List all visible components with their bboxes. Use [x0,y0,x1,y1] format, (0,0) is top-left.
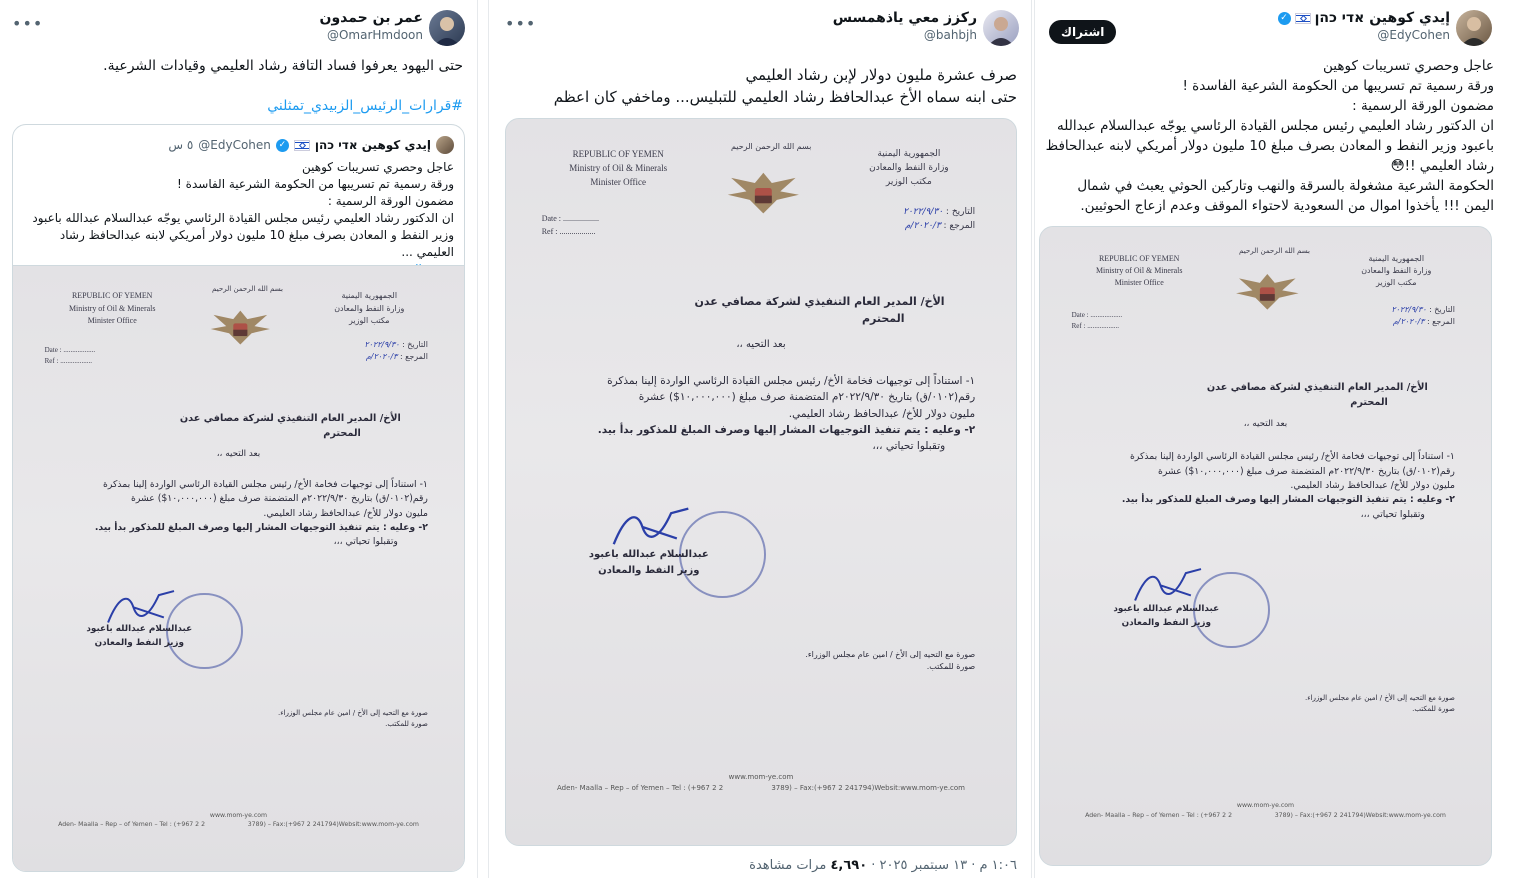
document-date-ref: Date : .................. Ref : .................. [44,345,96,365]
doc-text: المرجع [949,221,976,232]
avatar[interactable] [1456,10,1492,46]
doc-text: التاريخ [407,339,428,349]
doc-text: REPUBLIC OF YEMEN [572,149,664,160]
doc-text: Ref [44,356,55,365]
doc-text: ٢- وعليه : يتم تنفيذ التوجيهات المشار إليها وصرف المبلغ للمذكور بدأ بيد. [1121,494,1455,506]
document-header-english [49,290,175,327]
doc-text: صورة للمكتب. [385,718,428,728]
post-text [507,64,1017,108]
doc-text: مليون دولار للأخ/ عبدالحافظ رشاد العليمي. [788,407,976,420]
doc-text: ١- استناداً إلى توجيهات فخامة الأخ/ رئيس مجلس القيادة الرئاسي الواردة إلينا بمذكرة [607,375,976,388]
doc-text: المحترم [323,428,361,440]
quote-line: ان الدكتور رشاد العليمي رئيس مجلس القيادة الرئاسي يوجّه عبدالسلام عبدالله باعبود [32,211,454,225]
doc-text: التاريخ [951,207,976,218]
doc-text: مكتب الوزير [349,315,390,325]
avatar[interactable] [429,10,465,46]
doc-text: وزارة النفط والمعادن [334,303,405,313]
more-horizontal-icon[interactable]: ••• [12,14,44,33]
quote-line: ورقة رسمية تم تسريبها من الحكومة الشرعية الفاسدة ! [177,177,454,191]
doc-text: المحترم [861,312,905,326]
document-bismillah: بسم الله الرحمن الرحيم [212,284,283,294]
doc-text: 3789) – Fax:(+967 2 241794)Websit:www.mom-ye.com [1274,811,1446,819]
verified-badge-icon: ✓ [276,139,289,152]
document-body [1076,450,1455,522]
yemen-emblem-icon [202,305,279,347]
yemen-emblem-icon [1229,268,1306,313]
doc-text: الأخ/ المدير العام التنفيذي لشركة مصافي عدن [1206,382,1428,394]
doc-text: وزارة النفط والمعادن [869,162,949,173]
document-addressee [1139,380,1428,410]
avatar-image [1456,10,1492,46]
doc-text: REPUBLIC OF YEMEN [72,291,153,301]
doc-text: الجمهورية اليمنية [1368,253,1425,263]
quote-author-name[interactable]: إيدي كوهين אדי כהן [314,138,431,152]
signature-icon [608,504,700,550]
handwritten-date: ٢٠٢٢/٩/٣٠ [364,339,400,349]
israel-flag-icon [294,140,310,151]
doc-text: صورة للمكتب. [1412,703,1455,713]
signature-icon [103,587,184,628]
doc-text: Minister Office [590,176,646,187]
post-header [489,8,1031,48]
doc-text: Aden- Maalla – Rep – of Yemen – Tel : (+967 2 2 [1085,811,1233,819]
document-body [49,478,428,550]
doc-text: الأخ/ المدير العام التنفيذي لشركة مصافي عدن [694,295,945,309]
document-header-arabic [311,290,428,327]
doc-text: عبدالسلام عبدالله باعبود [86,623,193,634]
doc-text: REPUBLIC OF YEMEN [1099,253,1180,263]
post-meta: ١:٠٦ م · ١٣ سبتمبر ٢٠٢٥ · ٤,٦٩٠ مرات مشاهدة [749,858,1017,873]
post-line: رشاد العليمي !!😳 [1390,158,1494,174]
doc-text: Minister Office [87,315,137,325]
document-addressee [112,411,401,441]
quote-line: مضمون الورقة الرسمية : [327,194,454,208]
document-header-arabic [1338,253,1455,290]
quote-header [23,135,454,155]
doc-text: Aden- Maalla – Rep – of Yemen – Tel : (+967 2 2 [58,821,206,829]
author-block [1278,10,1450,42]
doc-text: Ref [1071,321,1082,330]
yemen-emblem-icon [720,166,807,217]
post-line: حتى ابنه سماه الأخ عبدالحافظ رشاد العليمي للتبليس... وماخفي كان اعظم [553,88,1017,106]
document-date-ref-arabic: التاريخ : ٢٠٢٢/٩/٣٠ المرجع : ٢٠٢٠/٣/م [364,339,428,361]
doc-text: Ministry of Oil & Minerals [569,162,668,173]
doc-text: وزارة النفط والمعادن [1361,265,1432,275]
post-line: ان الدكتور رشاد العليمي رئيس مجلس القيادة الرئاسي يوجّه عبدالسلام عبدالله [1057,118,1494,134]
doc-text: مكتب الوزير [885,176,932,187]
israel-flag-icon [1295,13,1311,24]
doc-text: وزير النفط والمعادن [598,564,700,576]
document-footer [1085,801,1446,820]
handwritten-ref: ٢٠٢٠/٣/م [904,221,941,232]
doc-text: وزير النفط والمعادن [94,637,184,648]
document-date-ref-arabic: التاريخ : ٢٠٢٢/٩/٣٠ المرجع : ٢٠٢٠/٣/م [903,207,976,232]
verified-badge-icon: ✓ [1278,12,1291,25]
post-line: صرف عشرة مليون دولار لإبن رشاد العليمي [745,66,1017,84]
document-cc [1220,693,1455,715]
doc-text: مكتب الوزير [1376,278,1417,288]
quote-line: وزير النفط و المعادن بصرف مبلغ 10 مليون دولار أمريكي لابنه عبدالحافظ رشاد العليمي ... [59,228,454,259]
document-image[interactable] [1039,226,1492,866]
doc-text: صورة للمكتب. [926,662,976,672]
doc-text: www.mom-ye.com [1236,802,1295,810]
doc-text: مليون دولار للأخ/ عبدالحافظ رشاد العليمي. [263,507,428,519]
document-footer [58,811,419,830]
document-addressee [618,293,944,327]
author-block [320,10,423,42]
author-handle[interactable]: @EdyCohen [1377,28,1450,42]
document-greeting: بعد التحيه ،، [216,448,261,459]
doc-text: 3789) – Fax:(+967 2 241794)Websit:www.mom-ye.com [247,821,419,829]
subscribe-button[interactable]: اشتراك [1049,20,1116,44]
document-date-ref-arabic: التاريخ : ٢٠٢٢/٩/٣٠ المرجع : ٢٠٢٠/٣/م [1391,304,1455,326]
doc-text: الجمهورية اليمنية [877,149,941,160]
post-line: الحكومة الشرعية مشغولة بالسرقة والنهب وتاركين الحوثي يعبث في شمال [1077,178,1494,194]
doc-text: صورة مع التحيه إلى الأخ / امين عام مجلس الوزراء. [805,649,976,659]
author-name[interactable]: عمر بن حمدون [319,10,423,26]
doc-text: المحترم [1350,397,1388,409]
doc-text: Ref [541,226,554,236]
doc-text: رقم(٠١٠٢/ق) بتاريخ ٢٠٢٢/٩/٣٠م المتضمنة صرف مبلغ (١٠,٠٠٠,٠٠٠$) عشرة [1158,465,1455,477]
document-signatory [1085,603,1247,630]
doc-text: Minister Office [1114,278,1164,288]
doc-text: رقم(٠١٠٢/ق) بتاريخ ٢٠٢٢/٩/٣٠م المتضمنة صرف مبلغ (١٠,٠٠٠,٠٠٠$) عشرة [131,493,428,505]
doc-text: ١- استناداً إلى توجيهات فخامة الأخ/ رئيس مجلس القيادة الرئاسي الواردة إلينا بمذكرة [103,478,428,490]
post-line: ورقة رسمية تم تسريبها من الحكومة الشرعية الفاسدة ! [1182,78,1494,94]
document-body [547,373,975,454]
doc-text: مليون دولار للأخ/ عبدالحافظ رشاد العليمي. [1290,480,1455,492]
quoted-post[interactable] [12,124,465,872]
avatar-image [429,10,465,46]
post-line: باعبود وزير النفط و المعادن بصرف مبلغ 10 مليون دولار أمريكي لابنه عبدالحافظ [1045,138,1494,154]
post-right [1034,0,1504,878]
doc-text: رقم(٠١٠٢/ق) بتاريخ ٢٠٢٢/٩/٣٠م المتضمنة صرف مبلغ (١٠,٠٠٠,٠٠٠$) عشرة [638,391,976,404]
views-label: مرات مشاهدة [749,858,827,873]
signature-icon [1130,565,1211,606]
doc-text: ١- استناداً إلى توجيهات فخامة الأخ/ رئيس مجلس القيادة الرئاسي الواردة إلينا بمذكرة [1130,451,1455,463]
views-count: ٤,٦٩٠ [830,858,868,873]
avatar-image [983,10,1019,46]
document-greeting: بعد التحيه ،، [1243,419,1288,430]
hashtag-link[interactable]: #قرارات_الرئيس_الزبيدي_تمثلني [267,98,463,114]
author-name[interactable]: ركزز معي ياذهمسس [832,10,977,26]
more-horizontal-icon[interactable]: ••• [505,14,537,33]
post-line: اليمن !!! يأخذوا اموال من السعودية لاحتواء الموقف وعدم ازعاج الحوثيين. [1080,198,1494,214]
document-bismillah: بسم الله الرحمن الرحيم [730,141,812,151]
doc-text: عبدالسلام عبدالله باعبود [1113,604,1220,615]
quote-time: ٥ س [168,138,194,152]
document-signatory [58,623,220,650]
doc-text: التاريخ [1434,304,1455,314]
quote-text [23,159,454,278]
post-left [0,0,478,878]
document-header-arabic [843,148,976,190]
doc-text: 3789) – Fax:(+967 2 241794)Websit:www.mom-ye.com [771,784,965,793]
doc-text: وتقبلوا تحياتي ،،، [1360,508,1425,520]
author-name[interactable]: إيدي كوهين אדי כהן [1314,10,1450,26]
handwritten-date: ٢٠٢٢/٩/٣٠ [1391,304,1427,314]
doc-text: صورة مع التحيه إلى الأخ / امين عام مجلس الوزراء. [1304,692,1455,702]
doc-text: ٢- وعليه : يتم تنفيذ التوجيهات المشار إليها وصرف المبلغ للمذكور بدأ بيد. [94,521,428,533]
avatar[interactable] [436,136,454,154]
document-greeting: بعد التحيه ،، [736,338,786,350]
handwritten-ref: ٢٠٢٠/٣/م [365,351,398,361]
handwritten-date: ٢٠٢٢/٩/٣٠ [903,207,944,218]
post-header [0,8,477,48]
doc-text: الأخ/ المدير العام التنفيذي لشركة مصافي عدن [179,413,401,425]
handwritten-ref: ٢٠٢٠/٣/م [1392,316,1425,326]
doc-text: وتقبلوا تحياتي ،،، [872,440,946,453]
doc-text: المرجع [405,351,428,361]
doc-text: المرجع [1432,316,1455,326]
doc-text: ٢- وعليه : يتم تنفيذ التوجيهات المشار إليها وصرف المبلغ للمذكور بدأ بيد. [597,423,976,436]
doc-text: Date [541,214,557,224]
quote-line: عاجل وحصري تسريبات كوهين [302,160,454,174]
post-date[interactable]: ١٣ سبتمبر ٢٠٢٥ [879,858,968,873]
author-name-row [1278,10,1450,26]
document-header-english [1076,253,1202,290]
document-cc [193,708,428,730]
avatar[interactable] [983,10,1019,46]
author-block [833,10,977,42]
post-text: حتى اليهود يعرفوا فساد التافة رشاد العليمي وقيادات الشرعية. [103,58,463,74]
doc-text: عبدالسلام عبدالله باعبود [588,549,709,561]
post-line: مضمون الورقة الرسمية : [1352,98,1494,114]
post-center [488,0,1032,878]
post-header [1035,8,1504,48]
doc-text: www.mom-ye.com [209,811,268,819]
document-footer [557,772,965,794]
quote-author-handle[interactable]: @EdyCohen [198,138,271,152]
doc-text: Date [44,345,58,354]
document-bismillah: بسم الله الرحمن الرحيم [1239,246,1310,256]
document-signatory [557,547,741,578]
author-handle[interactable]: @OmarHmdoon [326,28,423,42]
doc-text: الجمهورية اليمنية [341,291,398,301]
doc-text: وزير النفط والمعادن [1121,618,1211,629]
document-header-english [547,148,690,190]
doc-text: Aden- Maalla – Rep – of Yemen – Tel : (+967 2 2 [557,784,724,793]
doc-text: www.mom-ye.com [728,773,794,782]
document-date-ref: Date : .................. Ref : .................. [541,214,600,236]
document-image[interactable] [505,118,1017,846]
document-cc [710,649,975,674]
post-text [1044,56,1494,216]
author-handle[interactable]: @bahbjh [923,28,977,42]
document-date-ref: Date : .................. Ref : .................. [1071,310,1123,330]
document-image[interactable] [13,265,464,871]
doc-text: Date [1071,310,1085,319]
doc-text: وتقبلوا تحياتي ،،، [333,536,398,548]
post-time[interactable]: ١:٠٦ م [979,858,1017,873]
doc-text: صورة مع التحيه إلى الأخ / امين عام مجلس الوزراء. [277,707,428,717]
doc-text: Ministry of Oil & Minerals [1095,265,1183,275]
post-line: عاجل وحصري تسريبات كوهين [1323,58,1494,74]
doc-text: Ministry of Oil & Minerals [68,303,156,313]
